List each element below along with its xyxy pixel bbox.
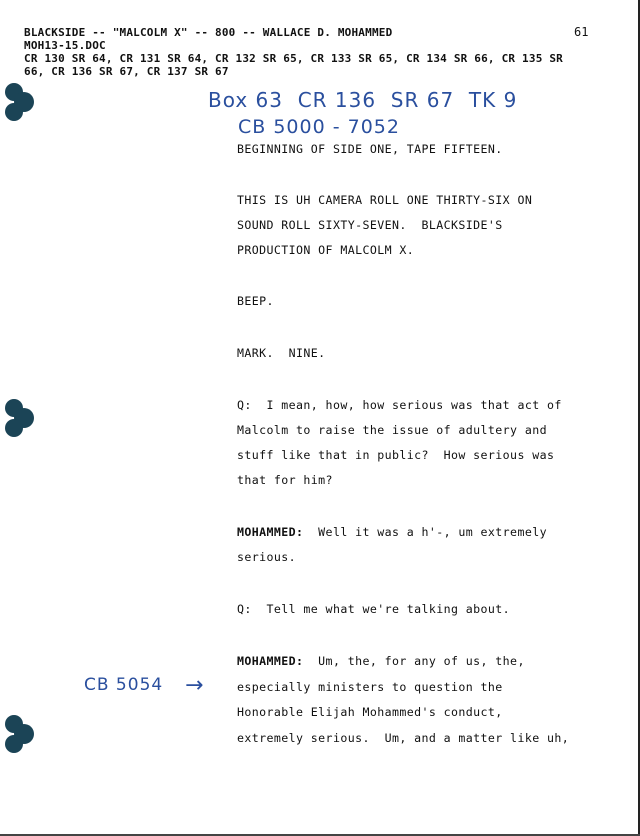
transcript-line: MARK. NINE. (237, 346, 326, 360)
transcript-speaker-line (237, 525, 547, 539)
header-roll-list-line2: 66, CR 136 SR 67, CR 137 SR 67 (24, 65, 229, 78)
transcript-line: that for him? (237, 473, 333, 487)
handwritten-arrow: → (185, 673, 204, 698)
transcript-line: Malcolm to raise the issue of adultery and (237, 423, 547, 437)
page-number: 61 (574, 25, 589, 39)
header-filename: MOH13-15.DOC (24, 39, 106, 52)
transcript-line: BEGINNING OF SIDE ONE, TAPE FIFTEEN. (237, 142, 503, 156)
transcript-line: extremely serious. Um, and a matter like uh, (237, 731, 570, 745)
punch-hole-bottom (0, 712, 40, 756)
transcript-line: especially ministers to question the (237, 680, 503, 694)
punch-hole-top (0, 80, 40, 124)
punch-hole-middle (0, 396, 40, 440)
transcript-line: SOUND ROLL SIXTY-SEVEN. BLACKSIDE'S (237, 218, 503, 232)
speaker-label: MOHAMMED: (237, 525, 304, 539)
transcript-line: Q: Tell me what we're talking about. (237, 602, 511, 616)
header-title-line: BLACKSIDE -- "MALCOLM X" -- 800 -- WALLACE D. MOHAMMED (24, 26, 393, 39)
speaker-text: Um, the, for any of us, the, (303, 654, 525, 668)
transcript-line: serious. (237, 550, 297, 564)
transcript-line: Honorable Elijah Mohammed's conduct, (237, 705, 503, 719)
handwritten-cb-range: CB 5000 - 7052 (238, 116, 400, 138)
transcript-line: PRODUCTION OF MALCOLM X. (237, 243, 415, 257)
transcript-line: BEEP. (237, 294, 274, 308)
transcript-line: THIS IS UH CAMERA ROLL ONE THIRTY-SIX ON (237, 193, 533, 207)
handwritten-box-reference: Box 63 CR 136 SR 67 TK 9 (208, 88, 518, 112)
transcript-line: Q: I mean, how, how serious was that act of (237, 398, 562, 412)
transcript-speaker-line (237, 654, 525, 668)
speaker-text: Well it was a h'-, um extremely (303, 525, 547, 539)
transcript-line: stuff like that in public? How serious was (237, 448, 555, 462)
handwritten-cb-margin-note: CB 5054 (84, 675, 164, 695)
speaker-label: MOHAMMED: (237, 654, 304, 668)
header-roll-list-line1: CR 130 SR 64, CR 131 SR 64, CR 132 SR 65, CR 133 SR 65, CR 134 SR 66, CR 135 SR (24, 52, 563, 65)
